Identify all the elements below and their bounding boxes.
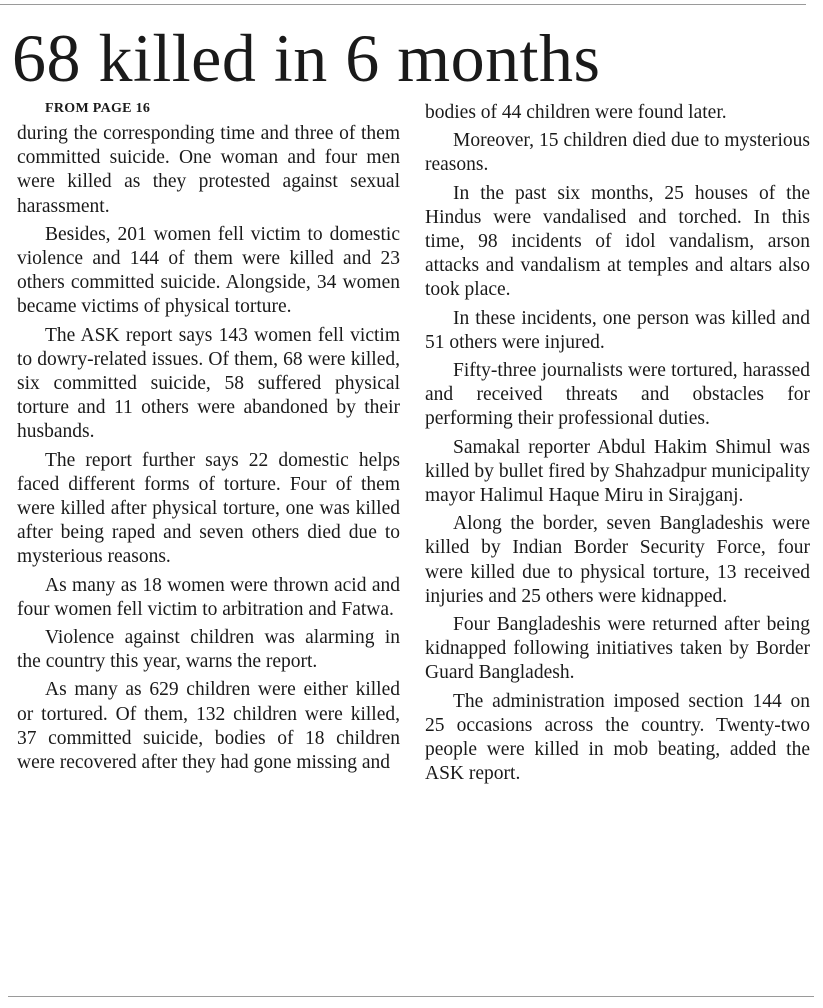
paragraph: As many as 629 children were either killed or tortured. Of them, 132 children were killed, 37 committed suicide, bodies of 18 children were recovered after they had gone missing and [17,679,400,774]
paragraph: As many as 18 women were thrown acid and four women fell victim to arbitration and Fatwa. [17,574,400,620]
paragraph: The ASK report says 143 women fell victim to dowry-related issues. Of them, 68 were killed, six committed suicide, 58 suffered physical torture and 11 others were abandoned by their husbands. [17,324,400,443]
paragraph: Samakal reporter Abdul Hakim Shimul was killed by bullet fired by Shahzadpur municipality mayor Halimul Haque Miru in Sirajganj. [425,436,810,507]
paragraph: In the past six months, 25 houses of the Hindus were vandalised and torched. In this time, 98 incidents of idol vandalism, arson attacks and vandalism at temples and altars also took place. [425,182,810,301]
paragraph: during the corresponding time and three of them committed suicide. One woman and four men were killed as they protested against sexual harassment. [17,123,400,217]
top-rule [0,4,806,5]
headline: 68 killed in 6 months [12,20,601,96]
paragraph: The administration imposed section 144 on 25 occasions across the country. Twenty-two people were killed in mob beating, added the ASK report. [425,690,810,785]
continuation-kicker: FROM PAGE 16 [45,101,151,116]
paragraph: Besides, 201 women fell victim to domestic violence and 144 of them were killed and 23 others committed suicide. Alongside, 34 women became victims of physical torture. [17,223,400,318]
article-column-left [17,100,400,779]
paragraph: In these incidents, one person was killed and 51 others were injured. [425,307,810,353]
article-column-right [425,101,810,790]
paragraph: Moreover, 15 children died due to mysterious reasons. [425,130,810,176]
paragraph: bodies of 44 children were found later. [425,102,727,123]
paragraph: Along the border, seven Bangladeshis were killed by Indian Border Security Force, four were killed due to physical torture, 13 received injuries and 25 others were kidnapped. [425,513,810,607]
bottom-rule [8,996,814,997]
paragraph: Violence against children was alarming in the country this year, warns the report. [17,627,400,673]
paragraph: The report further says 22 domestic helps faced different forms of torture. Four of them were killed after physical torture, one was killed after being raped and seven others died due to mysterious reasons. [17,449,400,568]
paragraph: Fifty-three journalists were tortured, harassed and received threats and obstacles for performing their professional duties. [425,360,810,430]
paragraph: Four Bangladeshis were returned after being kidnapped following initiatives taken by Border Guard Bangladesh. [425,614,810,684]
